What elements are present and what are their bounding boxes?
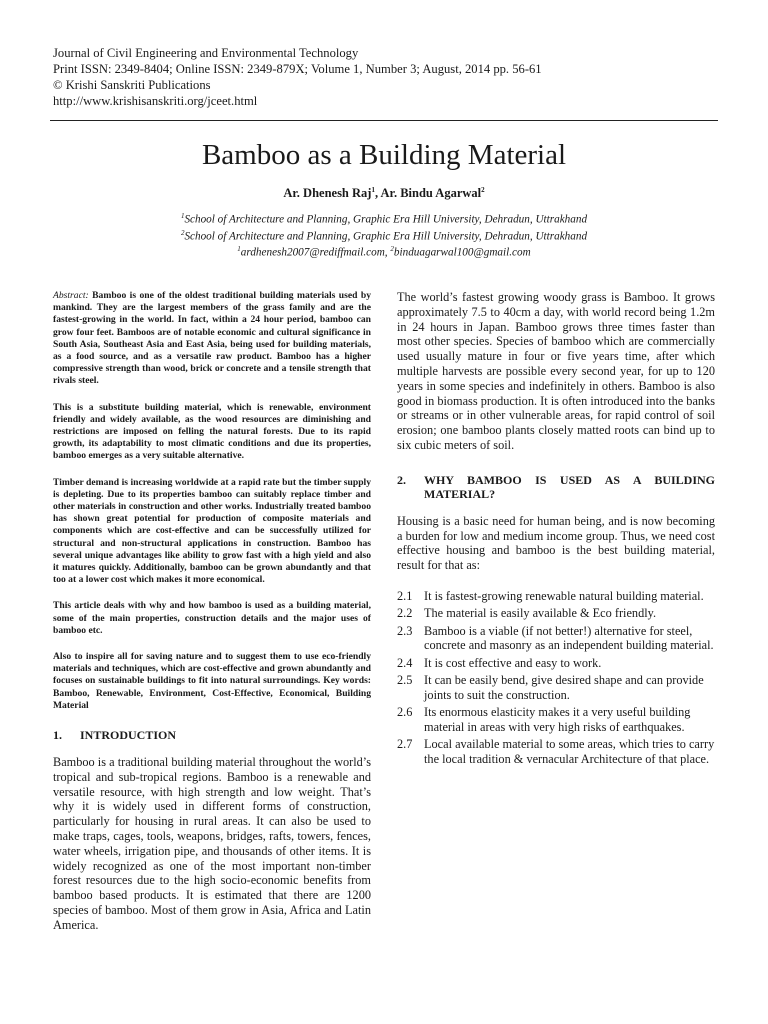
section-number: 1. [53, 728, 62, 743]
list-text: It is cost effective and easy to work. [424, 655, 602, 670]
abstract-paragraph: Timber demand is increasing worldwide at a rapid rate but the timber supply is depleting. Due to its properties bamboo can suitably replace timber and other materials in construction and other works. Industrially treated bamboo has shown great potential for production of composite materials and components which are cost-effective and can be successfully utilized for structural and non-structural applications in construction. Bamboo has several unique advantages like ability to grow fast with a high yield and also it matures quickly. Additionally, bamboo can be grown abundantly and that too at a lower cost which makes it more economical. [53, 476, 371, 586]
affiliation-text: School of Architecture and Planning, Graphic Era Hill University, Dehradun, Uttrakhand [184, 230, 588, 243]
right-column [397, 290, 715, 769]
journal-name: Journal of Civil Engineering and Environmental Technology [53, 46, 359, 60]
list-number: 2.4 [397, 655, 413, 670]
abstract-paragraph: This is a substitute building material, which is renewable, environment friendly and widely available, as the wood resources are diminishing and restrictions are imposed on felling the natural forests. Due to its rapid growth, its adaptability to most climatic conditions and due its properties, bamboo emerges as a very suitable alternative. [53, 401, 371, 462]
section-number: 2. [397, 472, 406, 487]
email-line [0, 243, 768, 260]
email-text[interactable]: ardhenesh2007@rediffmail.com, [240, 247, 391, 260]
email-superscript: 1 [237, 245, 241, 254]
list-item [397, 624, 715, 654]
list-item [397, 589, 715, 604]
abstract-paragraph: This article deals with why and how bamboo is used as a building material, some of the main properties, construction details and the major uses of bamboo etc. [53, 600, 371, 636]
body-paragraph: The world’s fastest growing woody grass is Bamboo. It grows approximately 7.5 to 40cm a day, with world record being 1.2m in 24 hours in Japan. Bamboo grows three times faster than most other species. Species of bamboo which are commercially used usually mature in four or five years time, after which multiple harvests are possible every second year, for up to 120 years in some species and indefinitely in others. Bamboo is also good in biomass production. It is often introduced into the banks or streams or in other vulnerable areas, for rapid control of soil erosion; one bamboo plants closely matted roots can bind up to six cubic meters of soil. [397, 290, 715, 452]
list-number: 2.5 [397, 672, 413, 687]
section-heading [53, 728, 371, 742]
affiliation-text: School of Architecture and Planning, Graphic Era Hill University, Dehradun, Uttrakhand [184, 213, 588, 226]
list-number: 2.7 [397, 737, 413, 752]
list-item [397, 656, 715, 671]
abstract-keywords-paragraph: Also to inspire all for saving nature and to suggest them to use eco-friendly materials and techniques, which are cost-effective and grown abundantly and focuses on sustainable buildings to fit into natural surroundings. Key words: Bamboo, Renewable, Environment, Cost-Effective, Economical, Building Material [53, 651, 371, 711]
list-text: Bamboo is a viable (if not better!) alternative for steel, concrete and masonry as an independent building material. [424, 623, 714, 653]
publisher-line: © Krishi Sanskriti Publications [53, 78, 211, 92]
list-text: Local available material to some areas, which tries to carry the local tradition & vernacular Architecture of that place. [424, 737, 715, 766]
affiliations [0, 210, 768, 260]
issn-line: Print ISSN: 2349-8404; Online ISSN: 2349-879X; Volume 1, Number 3; August, 2014 pp. 56-61 [53, 62, 542, 76]
author-name: Ar. Bindu Agarwal [380, 186, 482, 201]
journal-header [53, 45, 542, 109]
list-text: Its enormous elasticity makes it a very useful building material in areas with very high risks of earthquakes. [424, 705, 691, 734]
email-text[interactable]: binduagarwal100@gmail.com [393, 247, 531, 260]
author-separator: , [374, 186, 381, 201]
list-number: 2.6 [397, 705, 413, 720]
list-number: 2.2 [397, 606, 413, 621]
abstract-text: Bamboo is one of the oldest traditional building materials used by mankind. They are the largest members of the grass family and are the fastest-growing in the world. In fact, within a 24 hour period, bamboo can grow four feet. Bamboos are of notable economic and cultural significance in South Asia, Southeast Asia and East Asia, being used for building materials, as a food source, and as a versatile raw product. Bamboo has a higher compressive strength than wood, brick or concrete and a tensile strength that rivals steel. [53, 290, 371, 387]
section-heading [397, 473, 715, 501]
left-column [53, 290, 371, 945]
email-superscript: 2 [390, 245, 394, 254]
list-item [397, 705, 715, 735]
author-line [0, 186, 768, 201]
list-text: It can be easily bend, give desired shape and can provide joints to suit the construction. [424, 672, 704, 702]
list-number: 2.1 [397, 588, 413, 603]
list-item [397, 606, 715, 621]
body-paragraph: Bamboo is a traditional building material throughout the world’s tropical and sub-tropical regions. Bamboo is a renewable and versatile resource, with high strength and low weight. That’s why it is widely used in different forms of construction, particularly for housing in rural areas. It can also be used to make traps, cages, tools, weapons, bridges, rafts, towers, fences, water wheels, irrigation pipe, and thousands of other items. It is widely recognized as one of the most important non-timber forest resources due to the high socio-economic benefits from bamboo based products. It is estimated that there are 1200 species of bamboo. Most of them grow in Asia, Africa and Latin America. [53, 755, 371, 932]
list-item [397, 673, 715, 703]
list-text: It is fastest-growing renewable natural building material. [424, 588, 704, 603]
author-name: Ar. Dhenesh Raj [283, 186, 372, 201]
list-number: 2.3 [397, 623, 413, 638]
abstract-paragraph [53, 290, 371, 388]
affiliation-superscript: 1 [180, 212, 185, 220]
section-title: INTRODUCTION [80, 728, 177, 743]
header-rule [50, 120, 718, 121]
author-superscript: 2 [481, 186, 485, 194]
paper-title: Bamboo as a Building Material [201, 139, 567, 171]
affiliation-line [0, 210, 768, 227]
journal-url[interactable]: http://www.krishisanskriti.org/jceet.html [53, 94, 258, 108]
abstract-label: Abstract: [53, 290, 89, 301]
section-title: WHY BAMBOO IS USED AS A BUILDING MATERIAL? [424, 472, 715, 501]
author-superscript: 1 [371, 186, 375, 194]
affiliation-line [0, 227, 768, 244]
list-item [397, 737, 715, 767]
benefits-list [397, 589, 715, 767]
list-text: The material is easily available & Eco friendly. [424, 606, 657, 621]
body-paragraph: Housing is a basic need for human being, and is now becoming a burden for low and medium income group. Thus, we need cost effective housing and bamboo is the best building material, result for that as: [397, 513, 715, 573]
affiliation-superscript: 2 [180, 228, 185, 237]
